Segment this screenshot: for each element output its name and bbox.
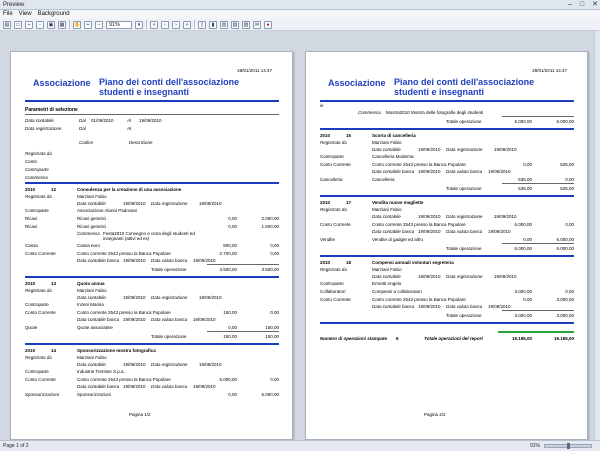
op-number: 12 bbox=[51, 187, 57, 192]
param-label: Registrata da bbox=[25, 151, 52, 156]
field-value: Marziani Fabio bbox=[372, 140, 402, 145]
op-title: Quota annua bbox=[77, 281, 105, 286]
field-value: Marziani Fabio bbox=[372, 267, 402, 272]
field-label: Data contabile banca bbox=[372, 169, 415, 174]
field-value: 19/09/2010 bbox=[123, 258, 146, 263]
param-label: Conto bbox=[25, 159, 38, 164]
op-number: 14 bbox=[51, 348, 57, 353]
row-account: Ricavi bbox=[25, 224, 38, 229]
field-label: Data registrazione bbox=[151, 201, 188, 206]
row-account: Cassa bbox=[25, 243, 38, 248]
section-rule bbox=[320, 322, 574, 324]
vertical-scrollbar[interactable] bbox=[594, 31, 600, 440]
export-icon[interactable]: ▫ bbox=[36, 21, 44, 29]
param-label: Codice bbox=[79, 140, 94, 145]
field-value: 19/09/2010 bbox=[488, 304, 511, 309]
field-label: Data registrazione bbox=[151, 295, 188, 300]
toolbar-separator bbox=[69, 20, 70, 29]
field-label: Data valuta banca bbox=[446, 229, 483, 234]
zoom-slider-thumb[interactable] bbox=[567, 443, 570, 449]
field-value: 19/09/2010 bbox=[418, 229, 441, 234]
row-account: Conto Corrente bbox=[320, 297, 351, 302]
field-value: 19/09/2010 bbox=[418, 214, 441, 219]
field-label: Data contabile banca bbox=[77, 384, 120, 389]
zoom-dropdown-icon[interactable]: ▾ bbox=[135, 21, 143, 29]
row-account: Vendite bbox=[320, 237, 336, 242]
row-debit: 535,00 bbox=[518, 177, 532, 182]
op-title: Compensi annuali volontari segreteria bbox=[372, 260, 454, 265]
field-value: Mostra2010 Mostra delle fotografie degli studenti bbox=[386, 110, 484, 115]
report-title bbox=[99, 78, 259, 97]
total-credit: 6.000,00 bbox=[556, 119, 574, 124]
field-label: Registrata da bbox=[320, 267, 347, 272]
row-desc: Ricavi generici bbox=[77, 224, 107, 229]
param-value: 01/09/2010 bbox=[91, 118, 114, 123]
field-label: Data contabile banca bbox=[372, 304, 415, 309]
field-value: 19/09/2010 bbox=[123, 362, 146, 367]
summary-count-label: Numero di operazioni stampate bbox=[320, 336, 388, 341]
row-desc: Sponsorizzazioni bbox=[77, 392, 112, 397]
divider bbox=[25, 114, 279, 115]
param-label: Controparte bbox=[25, 167, 49, 172]
op-number: 15 bbox=[346, 133, 352, 138]
page-indicator: Page 1 of 2 bbox=[3, 443, 29, 449]
zoom-in-icon[interactable]: + bbox=[84, 21, 92, 29]
field-label: Data valuta banca bbox=[446, 304, 483, 309]
row-credit: 0,00 bbox=[565, 289, 574, 294]
multi-page-icon[interactable]: ▥ bbox=[221, 21, 227, 28]
status-zoom: 91% bbox=[529, 443, 540, 449]
param-value: 19/09/2010 bbox=[139, 118, 162, 123]
report-title-line-1: Piano dei conti dell'associazione bbox=[394, 77, 535, 87]
total-label: Totale operazione bbox=[446, 119, 482, 124]
param-label: Data contabile bbox=[25, 118, 54, 123]
row-desc: Conto corrente 2543 presso la Banca Popolare bbox=[77, 310, 171, 315]
section-rule bbox=[320, 128, 574, 130]
total-label: Totale operazione bbox=[446, 313, 482, 318]
row-account: Conto Corrente bbox=[320, 222, 351, 227]
row-credit: 3.000,00 bbox=[556, 297, 574, 302]
total-debit: 150,00 bbox=[223, 334, 237, 339]
field-value: Festa2010 Convegno e cena degli studenti ed insegnanti (attivi ed ex) bbox=[103, 231, 195, 241]
row-account: Cancelleria bbox=[320, 177, 343, 182]
field-value: Marziani Fabio bbox=[77, 194, 107, 199]
field-value: 19/09/2010 bbox=[193, 384, 216, 389]
row-debit: 0,00 bbox=[228, 216, 237, 221]
row-account: Conto Corrente bbox=[320, 162, 351, 167]
zoom-slider[interactable] bbox=[544, 444, 592, 448]
row-credit: 6.000,00 bbox=[556, 237, 574, 242]
field-value: 19/09/2010 bbox=[488, 229, 511, 234]
field-label: Data valuta banca bbox=[151, 384, 188, 389]
op-year: 2010 bbox=[25, 348, 36, 353]
field-value: 19/09/2010 bbox=[123, 317, 146, 322]
field-label: Registrata da bbox=[25, 288, 52, 293]
total-rule bbox=[502, 310, 574, 311]
field-value: 19/09/2010 bbox=[123, 384, 146, 389]
field-value: 19/09/2010 bbox=[494, 214, 517, 219]
row-credit: 0,00 bbox=[270, 310, 279, 315]
total-debit: 3.000,00 bbox=[514, 313, 532, 318]
field-value: 19/09/2010 bbox=[123, 295, 146, 300]
row-desc: Ricavi generici bbox=[77, 216, 107, 221]
op-year: 2010 bbox=[25, 187, 36, 192]
zoom-out-icon[interactable]: − bbox=[95, 21, 103, 29]
op-title: Sponsorizzazione mostra fotografica bbox=[77, 348, 156, 353]
row-account: Ricavi bbox=[25, 216, 38, 221]
total-rule bbox=[502, 243, 574, 244]
row-account: Conto Corrente bbox=[25, 310, 56, 315]
report-page-1 bbox=[10, 51, 293, 440]
field-value: 19/09/2010 bbox=[418, 304, 441, 309]
field-value: 19/09/2010 bbox=[123, 201, 146, 206]
field-label: Controparte bbox=[320, 154, 344, 159]
field-value: Marziani Fabio bbox=[372, 207, 402, 212]
row-debit: 0,00 bbox=[523, 297, 532, 302]
field-value: Marziani Fabio bbox=[77, 288, 107, 293]
field-label: Registrata da bbox=[320, 207, 347, 212]
field-label: Data contabile banca bbox=[372, 229, 415, 234]
param-label: Dal bbox=[79, 126, 86, 131]
summary-count-value: 6 bbox=[396, 336, 399, 341]
total-debit: 6.000,00 bbox=[514, 246, 532, 251]
field-value: Marziani Fabio bbox=[77, 355, 107, 360]
single-page-icon[interactable]: ▯ bbox=[198, 21, 206, 29]
field-label: Data contabile bbox=[77, 295, 106, 300]
section-rule bbox=[25, 343, 279, 345]
field-label: Controparte bbox=[25, 208, 49, 213]
prev-page-icon[interactable]: ‹ bbox=[161, 21, 169, 29]
op-title: Vendita nuove magliette bbox=[372, 200, 424, 205]
param-label: Data registrazione bbox=[25, 126, 62, 131]
field-label: Controparte bbox=[320, 281, 344, 286]
field-value: Associazione Alunni Padovani bbox=[77, 208, 138, 213]
row-debit: 0,00 bbox=[228, 392, 237, 397]
title-bar bbox=[0, 0, 600, 10]
header-rule bbox=[25, 100, 279, 102]
row-credit: 0,00 bbox=[270, 377, 279, 382]
page-footer: Pagina 2/2 bbox=[424, 412, 446, 417]
op-number: 17 bbox=[346, 200, 352, 205]
field-value: 19/09/2010 bbox=[494, 147, 517, 152]
row-desc: Conto corrente 2543 presso la Banca Popolare bbox=[372, 222, 466, 227]
field-label: Data contabile bbox=[372, 274, 401, 279]
field-label: Data valuta banca bbox=[151, 258, 188, 263]
print-icon[interactable]: ▤ bbox=[4, 21, 10, 28]
background-icon[interactable]: ▨ bbox=[243, 21, 249, 28]
total-credit: 3.000,00 bbox=[556, 313, 574, 318]
field-value: Ermetti Angelo bbox=[372, 281, 402, 286]
row-debit: 150,00 bbox=[223, 310, 237, 315]
field-value: 19/09/2010 bbox=[199, 362, 222, 367]
report-title-line-2: studenti e insegnanti bbox=[99, 86, 190, 97]
total-debit: 535,00 bbox=[518, 186, 532, 191]
op-year: 2010 bbox=[320, 260, 331, 265]
field-value: 19/09/2010 bbox=[193, 317, 216, 322]
minimize-button[interactable]: – bbox=[567, 1, 572, 8]
org-label: Associazione bbox=[33, 78, 91, 88]
total-rule bbox=[502, 183, 574, 184]
menu-file[interactable]: File bbox=[3, 11, 13, 17]
row-account: Quote bbox=[25, 325, 38, 330]
row-account: Conto Corrente bbox=[25, 251, 56, 256]
status-bar bbox=[0, 440, 600, 451]
row-debit: 0,00 bbox=[523, 237, 532, 242]
total-credit: 3.500,00 bbox=[261, 267, 279, 272]
stop-icon[interactable]: ● bbox=[264, 21, 272, 29]
page-footer: Pagina 1/2 bbox=[129, 412, 151, 417]
total-debit: 6.000,00 bbox=[514, 119, 532, 124]
op-year: 2010 bbox=[25, 281, 36, 286]
param-label: Descrizione bbox=[129, 140, 153, 145]
report-title bbox=[394, 78, 554, 97]
params-heading: Parametri di selezione bbox=[25, 107, 78, 113]
field-label: Commessa bbox=[77, 231, 100, 236]
row-credit: 535,00 bbox=[560, 162, 574, 167]
field-label: Data contabile bbox=[77, 362, 106, 367]
row-debit: 800,00 bbox=[223, 243, 237, 248]
print-date: 28/01/2011 14:47 bbox=[237, 68, 272, 73]
toolbar-separator bbox=[146, 20, 147, 29]
field-label: Controparte bbox=[25, 369, 49, 374]
maximize-button[interactable]: □ bbox=[579, 1, 585, 8]
field-label: Registrata da bbox=[320, 140, 347, 145]
toolbar bbox=[0, 19, 600, 31]
row-desc: Cassa euro bbox=[77, 243, 101, 248]
row-account: Sponsorizzazioni bbox=[25, 392, 60, 397]
row-account: Collaboratori bbox=[320, 289, 346, 294]
param-label: Al bbox=[127, 126, 132, 131]
row-desc: Conto corrente 2543 presso la Banca Popolare bbox=[77, 251, 171, 256]
menu-background[interactable]: Background bbox=[37, 11, 70, 17]
op-title: Consulenza per la creazione di una associazione bbox=[77, 187, 182, 192]
op-title: Scorta di cancelleria bbox=[372, 133, 416, 138]
row-debit: 0,00 bbox=[523, 162, 532, 167]
field-label: Data contabile bbox=[372, 147, 401, 152]
row-credit: 0,00 bbox=[270, 243, 279, 248]
pdf-icon[interactable]: ▦ bbox=[59, 21, 65, 28]
field-value: 19/09/2010 bbox=[494, 274, 517, 279]
field-label: Data registrazione bbox=[446, 274, 483, 279]
total-label: Totale operazione bbox=[151, 334, 187, 339]
section-rule bbox=[320, 255, 574, 257]
field-value: Industrie Trentine S.p.a. bbox=[77, 369, 125, 374]
row-debit: 0,00 bbox=[228, 325, 237, 330]
field-label: Data registrazione bbox=[446, 147, 483, 152]
section-rule bbox=[320, 195, 574, 197]
total-credit: 6.000,00 bbox=[556, 246, 574, 251]
summary-total-credit: 19.185,00 bbox=[553, 336, 574, 341]
row-debit: 0,00 bbox=[228, 224, 237, 229]
first-page-icon[interactable]: « bbox=[150, 21, 158, 29]
param-label: Al bbox=[127, 118, 132, 123]
preview-area[interactable] bbox=[0, 31, 600, 440]
field-value: 19/09/2010 bbox=[193, 258, 216, 263]
copy-icon[interactable]: ▣ bbox=[48, 21, 54, 28]
op-year: 2010 bbox=[320, 133, 331, 138]
field-value: Inzeni Marisa bbox=[77, 302, 104, 307]
report-page-2 bbox=[305, 51, 588, 440]
field-label: Data valuta banca bbox=[151, 317, 188, 322]
org-label: Associazione bbox=[328, 78, 386, 88]
row-credit: 150,00 bbox=[265, 325, 279, 330]
page-setup-icon[interactable]: ▧ bbox=[232, 21, 238, 28]
total-credit: 150,00 bbox=[265, 334, 279, 339]
row-desc: Quote associative bbox=[77, 325, 113, 330]
field-label: Data contabile banca bbox=[77, 317, 120, 322]
next-page-icon[interactable]: › bbox=[172, 21, 180, 29]
continued-text: ie bbox=[320, 103, 324, 108]
report-title-line-1: Piano dei conti dell'associazione bbox=[99, 77, 240, 87]
row-credit: 0,00 bbox=[565, 177, 574, 182]
field-label: Commessa bbox=[358, 110, 381, 115]
summary-total-label: Totale operazioni del report bbox=[424, 336, 483, 341]
field-label: Data contabile bbox=[372, 214, 401, 219]
op-year: 2010 bbox=[320, 200, 331, 205]
total-credit: 535,00 bbox=[560, 186, 574, 191]
field-label: Data contabile banca bbox=[77, 258, 120, 263]
field-label: Registrata da bbox=[25, 194, 52, 199]
row-desc: Conto corrente 2543 presso la Banca Popolare bbox=[77, 377, 171, 382]
op-number: 13 bbox=[51, 281, 57, 286]
summary-total-debit: 19.185,00 bbox=[511, 336, 532, 341]
menu-view[interactable]: View bbox=[18, 11, 32, 17]
toolbar-separator bbox=[194, 20, 195, 29]
row-debit: 6.000,00 bbox=[219, 377, 237, 382]
window-title: Preview bbox=[3, 2, 25, 8]
total-label: Totale operazione bbox=[446, 186, 482, 191]
open-icon[interactable]: ▭ bbox=[15, 21, 21, 28]
param-label: Dal bbox=[79, 118, 86, 123]
total-label: Totale operazione bbox=[151, 267, 187, 272]
field-label: Data valuta banca bbox=[446, 169, 483, 174]
row-debit: 6.000,00 bbox=[514, 222, 532, 227]
total-rule bbox=[502, 116, 574, 117]
total-rule bbox=[207, 331, 279, 332]
field-label: Registrata da bbox=[25, 355, 52, 360]
row-desc: Conto corrente 2543 presso la Banca Popolare bbox=[372, 162, 466, 167]
row-debit: 3.000,00 bbox=[514, 289, 532, 294]
header-rule bbox=[320, 100, 574, 102]
total-debit: 3.500,00 bbox=[219, 267, 237, 272]
row-debit: 2.700,00 bbox=[219, 251, 237, 256]
mail-icon[interactable]: ✉ bbox=[254, 21, 260, 28]
field-value: 19/09/2010 bbox=[488, 169, 511, 174]
row-credit: 2.000,00 bbox=[261, 216, 279, 221]
field-label: Data registrazione bbox=[446, 214, 483, 219]
row-credit: 0,00 bbox=[565, 222, 574, 227]
param-label: Commessa bbox=[25, 175, 48, 180]
hand-icon[interactable]: ✋ bbox=[74, 21, 81, 28]
section-rule bbox=[25, 182, 279, 184]
row-account: Conto Corrente bbox=[25, 377, 56, 382]
field-value: 19/09/2010 bbox=[418, 274, 441, 279]
field-label: Data registrazione bbox=[151, 362, 188, 367]
total-label: Totale operazione bbox=[446, 246, 482, 251]
zoom-select[interactable]: 91% bbox=[106, 21, 132, 29]
menu-bar bbox=[0, 10, 600, 19]
op-number: 18 bbox=[346, 260, 352, 265]
row-desc: Compensi a collaboratori bbox=[372, 289, 422, 294]
total-rule bbox=[207, 264, 279, 265]
field-value: 19/09/2010 bbox=[418, 147, 441, 152]
close-button[interactable]: ✕ bbox=[592, 1, 598, 8]
field-label: Data contabile bbox=[77, 201, 106, 206]
row-desc: Cancelleria bbox=[372, 177, 395, 182]
save-icon[interactable]: ▪ bbox=[25, 21, 33, 29]
field-value: 19/09/2010 bbox=[418, 169, 441, 174]
print-date: 28/01/2011 14:47 bbox=[532, 68, 567, 73]
row-credit: 6.000,00 bbox=[261, 392, 279, 397]
row-credit: 1.500,00 bbox=[261, 224, 279, 229]
field-label: Controparte bbox=[25, 302, 49, 307]
last-page-icon[interactable]: » bbox=[183, 21, 191, 29]
field-value: Cancelleria Moderna bbox=[372, 154, 414, 159]
row-desc: Conto corrente 2543 presso la Banca Popolare bbox=[372, 297, 466, 302]
report-title-line-2: studenti e insegnanti bbox=[394, 86, 485, 97]
row-desc: Vendite di gadget ed altro bbox=[372, 237, 424, 242]
summary-rule bbox=[498, 331, 574, 333]
field-value: 19/09/2010 bbox=[199, 201, 222, 206]
section-rule bbox=[25, 276, 279, 278]
field-value: 19/09/2010 bbox=[199, 295, 222, 300]
row-credit: 0,00 bbox=[270, 251, 279, 256]
two-page-icon[interactable]: ▮ bbox=[209, 21, 217, 29]
